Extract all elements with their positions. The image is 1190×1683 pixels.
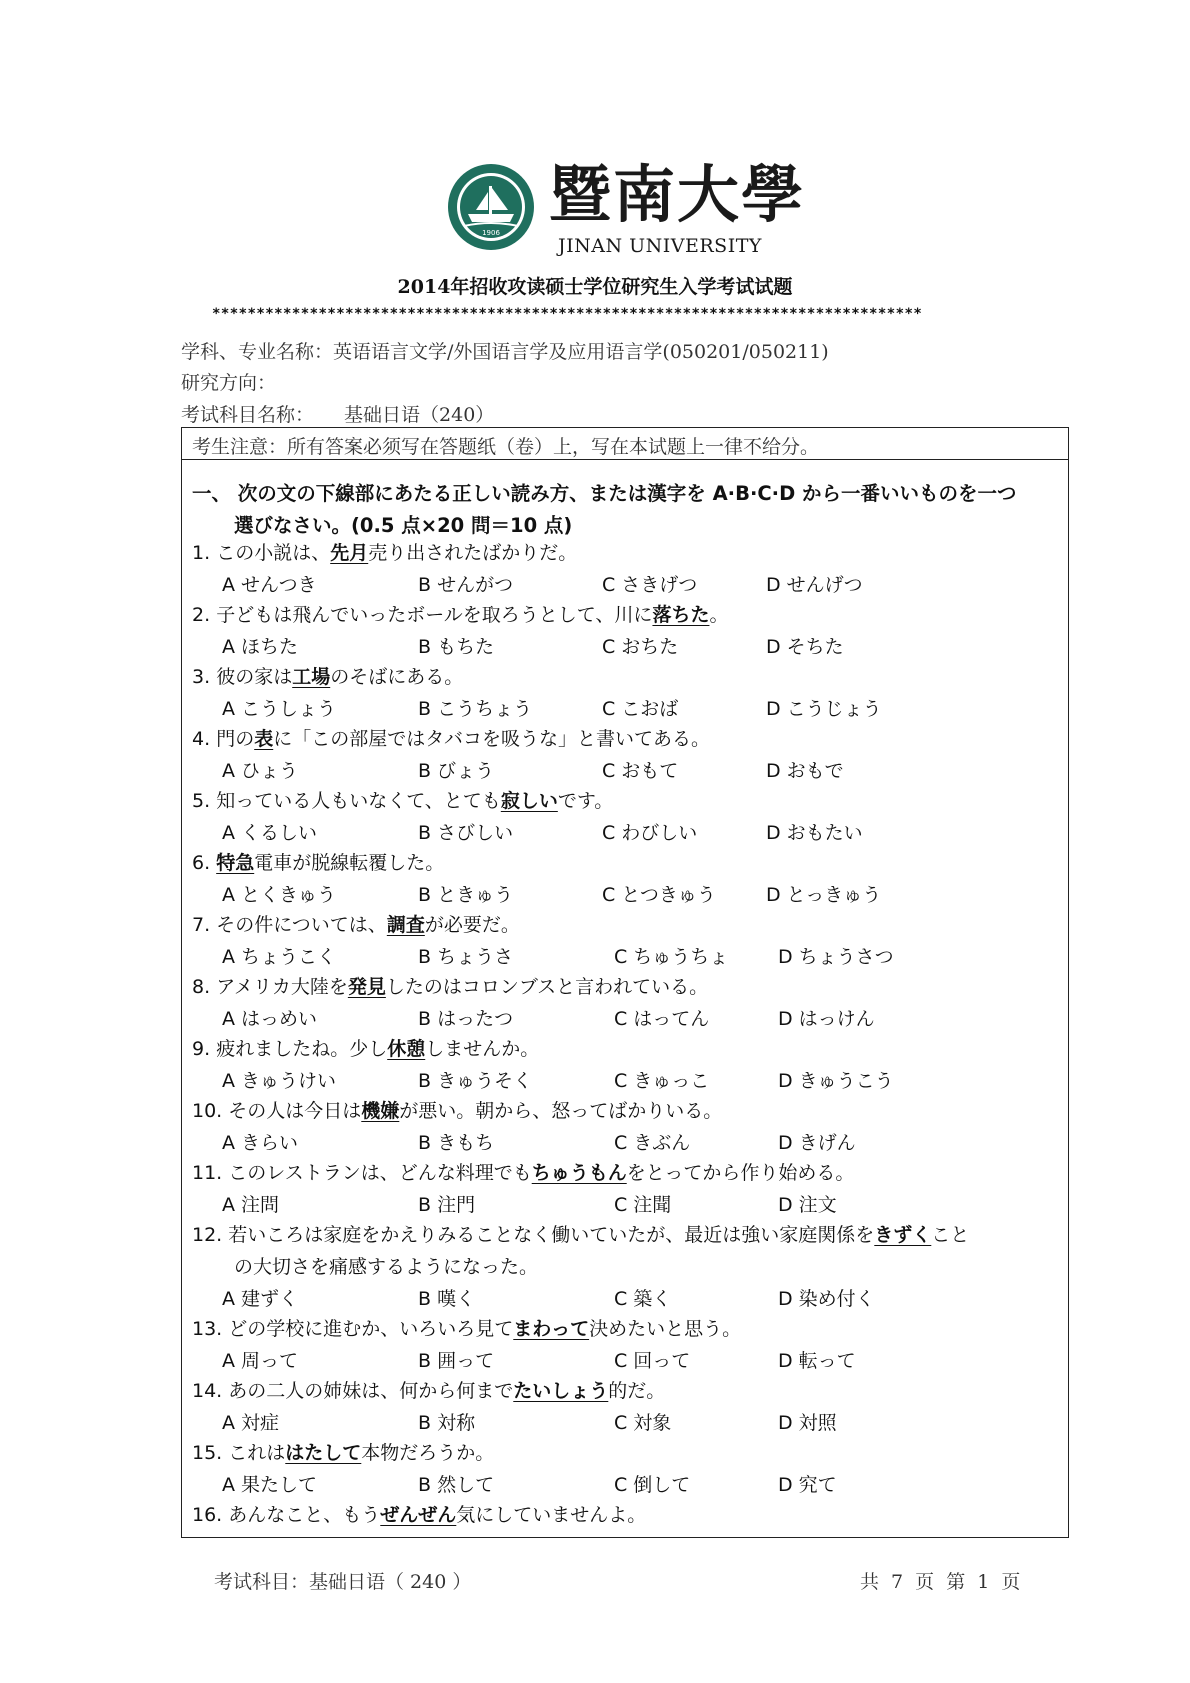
option-b: B 対称 [418, 1412, 476, 1434]
option-b: B こうちょう [418, 698, 533, 720]
option-a: A 注問 [222, 1194, 280, 1216]
question-number: 11. [192, 1162, 223, 1184]
question-8: 8. アメリカ大陸を発見したのはコロンブスと言われている。 [192, 976, 709, 998]
subject-label: 学科、专业名称： [181, 341, 334, 363]
option-a: A せんつき [222, 574, 317, 596]
option-a: A ひょう [222, 760, 299, 782]
option-a: A 周って [222, 1350, 299, 1372]
option-a: A きゅうけい [222, 1070, 337, 1092]
direction-line [181, 368, 276, 395]
section-title [192, 478, 1062, 542]
option-c: C きぶん [614, 1132, 691, 1154]
options-13 [222, 1348, 1022, 1374]
underlined-term: まわって [513, 1318, 590, 1340]
question-15: 15. これははたして本物だろうか。 [192, 1442, 495, 1464]
subject-value: 英语语言文学/外国语言学及应用语言学(050201/050211) [333, 341, 829, 363]
option-b: B きもち [418, 1132, 495, 1154]
underlined-term: 表 [254, 728, 274, 750]
option-c: C さきげつ [602, 574, 698, 596]
question-9: 9. 疲れましたね。少し休憩しませんか。 [192, 1038, 540, 1060]
section-title-line1: 一、 次の文の下線部にあたる正しい読み方、または漢字を A·B·C·D から一番いいものを一つ [192, 482, 1017, 505]
option-c: C おもて [602, 760, 679, 782]
question-number: 8. [192, 976, 211, 998]
question-6: 6. 特急電車が脱線転覆した。 [192, 852, 445, 874]
option-c: C 対象 [614, 1412, 672, 1434]
question-number: 13. [192, 1318, 223, 1340]
option-c: C とつきゅう [602, 884, 716, 906]
option-d: D おもで [766, 760, 844, 782]
question-13: 13. どの学校に進むか、いろいろ見てまわって決めたいと思う。 [192, 1318, 742, 1340]
underlined-term: 先月 [330, 542, 369, 564]
option-d: D きげん [778, 1132, 856, 1154]
option-a: A きらい [222, 1132, 299, 1154]
options-6 [222, 882, 1022, 908]
underlined-term: 発見 [347, 976, 386, 998]
options-10 [222, 1130, 1022, 1156]
logo-chinese-name: 暨南大學 [549, 158, 806, 231]
option-d: D こうじょう [766, 698, 882, 720]
option-a: A 建ずく [222, 1288, 299, 1310]
option-b: B せんがつ [418, 574, 514, 596]
option-c: C 注聞 [614, 1194, 672, 1216]
option-c: C ちゅうちょ [614, 946, 729, 968]
course-label: 考试科目名称： [181, 404, 315, 426]
question-7: 7. その件については、調査が必要だ。 [192, 914, 520, 936]
option-d: D おもたい [766, 822, 863, 844]
option-b: B びょう [418, 760, 495, 782]
question-number: 2. [192, 604, 211, 626]
option-a: A こうしょう [222, 698, 337, 720]
option-b: B ときゅう [418, 884, 514, 906]
options-11 [222, 1192, 1022, 1218]
option-b: B 囲って [418, 1350, 495, 1372]
option-d: D とっきゅう [766, 884, 882, 906]
underlined-term: ぜんぜん [380, 1504, 457, 1526]
question-number: 3. [192, 666, 211, 688]
question-number: 12. [192, 1224, 223, 1246]
option-a: A ほちた [222, 636, 299, 658]
logo-english-name: JINAN UNIVERSITY [558, 235, 762, 257]
options-3 [222, 696, 1022, 722]
notice-box [181, 427, 1069, 460]
question-number: 14. [192, 1380, 223, 1402]
underlined-term: 調査 [386, 914, 425, 936]
underlined-term: 工場 [292, 666, 331, 688]
question-10: 10. その人は今日は機嫌が悪い。朝から、怒ってばかりいる。 [192, 1100, 723, 1122]
option-b: B はったつ [418, 1008, 514, 1030]
option-a: A とくきゅう [222, 884, 337, 906]
option-d: D 対照 [778, 1412, 837, 1434]
option-d: D きゅうこう [778, 1070, 894, 1092]
options-2 [222, 634, 1022, 660]
option-a: A はっめい [222, 1008, 318, 1030]
course-line [181, 400, 494, 427]
options-9 [222, 1068, 1022, 1094]
option-d: D ちょうさつ [778, 946, 894, 968]
question-number: 6. [192, 852, 211, 874]
option-c: C 倒して [614, 1474, 691, 1496]
option-c: C こおば [602, 698, 679, 720]
option-d: D 染め付く [778, 1288, 875, 1310]
options-5 [222, 820, 1022, 846]
option-b: B 注門 [418, 1194, 476, 1216]
question-number: 15. [192, 1442, 223, 1464]
question-5: 5. 知っている人もいなくて、とても寂しいです。 [192, 790, 614, 812]
underlined-term: きずく [874, 1224, 932, 1246]
underlined-term: 寂しい [500, 790, 558, 812]
svg-text:1906: 1906 [482, 229, 500, 237]
question-16: 16. あんなこと、もうぜんぜん気にしていませんよ。 [192, 1504, 647, 1526]
exam-title: 2014年招收攻读硕士学位研究生入学考试试题 [397, 276, 793, 298]
underlined-term: 落ちた [652, 604, 710, 626]
question-number: 16. [192, 1504, 223, 1526]
section-title-line2: 選びなさい。(0.5 点×20 問＝10 点) [234, 514, 573, 537]
question-4: 4. 門の表に「この部屋ではタバコを吸うな」と書いてある。 [192, 728, 711, 750]
question-1: 1. この小説は、先月売り出されたばかりだ。 [192, 542, 578, 564]
option-d: D せんげつ [766, 574, 863, 596]
direction-label: 研究方向： [181, 372, 277, 394]
underlined-term: たいしょう [513, 1380, 609, 1402]
option-d: D そちた [766, 636, 844, 658]
options-8 [222, 1006, 1022, 1032]
question-number: 4. [192, 728, 211, 750]
option-b: B きゅうそく [418, 1070, 533, 1092]
notice-text: 考生注意：所有答案必须写在答题纸（卷）上，写在本试题上一律不给分。 [192, 436, 820, 458]
option-d: D 転って [778, 1350, 856, 1372]
options-12 [222, 1286, 1022, 1312]
question-number: 1. [192, 542, 211, 564]
question-12: 12. 若いころは家庭をかえりみることなく働いていたが、最近は強い家庭関係をきずくこと の大切さを痛感するようになった。 [192, 1224, 970, 1278]
option-c: C きゅっこ [614, 1070, 710, 1092]
options-7 [222, 944, 1022, 970]
question-continuation: の大切さを痛感するようになった。 [234, 1256, 539, 1278]
option-d: D はっけん [778, 1008, 875, 1030]
underlined-term: ちゅうもん [531, 1162, 627, 1184]
option-a: A 果たして [222, 1474, 318, 1496]
option-a: A 対症 [222, 1412, 280, 1434]
option-d: D 究て [778, 1474, 837, 1496]
question-number: 5. [192, 790, 211, 812]
option-c: C 築く [614, 1288, 672, 1310]
option-c: C 回って [614, 1350, 691, 1372]
university-logo [446, 158, 806, 260]
option-b: B もちた [418, 636, 495, 658]
underlined-term: 機嫌 [361, 1100, 400, 1122]
question-number: 7. [192, 914, 211, 936]
options-4 [222, 758, 1022, 784]
option-c: C はってん [614, 1008, 710, 1030]
underlined-term: 休憩 [387, 1038, 426, 1060]
question-number: 10. [192, 1100, 223, 1122]
option-b: B 然して [418, 1474, 495, 1496]
option-d: D 注文 [778, 1194, 837, 1216]
option-b: B ちょうさ [418, 946, 514, 968]
underlined-term: はたして [285, 1442, 362, 1464]
option-b: B さびしい [418, 822, 514, 844]
footer-course: 考试科目：基础日语（ 240 ） [214, 1571, 472, 1593]
option-a: A ちょうこく [222, 946, 337, 968]
underlined-term: 特急 [216, 852, 255, 874]
question-3: 3. 彼の家は工場のそばにある。 [192, 666, 464, 688]
option-c: C おちた [602, 636, 679, 658]
question-14: 14. あの二人の姉妹は、何から何までたいしょう的だ。 [192, 1380, 666, 1402]
footer-page-number: 共 7 页 第 1 页 [860, 1571, 1021, 1593]
question-2: 2. 子どもは飛んでいったボールを取ろうとして、川に落ちた。 [192, 604, 729, 626]
question-number: 9. [192, 1038, 211, 1060]
option-a: A くるしい [222, 822, 318, 844]
course-value: 基础日语（240） [344, 404, 495, 426]
option-c: C わびしい [602, 822, 698, 844]
question-11: 11. このレストランは、どんな料理でもちゅうもんをとってから作り始める。 [192, 1162, 855, 1184]
options-15 [222, 1472, 1022, 1498]
options-14 [222, 1410, 1022, 1436]
star-divider: ******************************************************************************** [212, 306, 923, 322]
options-1 [222, 572, 1022, 598]
option-b: B 嘆く [418, 1288, 476, 1310]
university-seal-icon [446, 162, 536, 252]
subject-line [181, 337, 829, 364]
